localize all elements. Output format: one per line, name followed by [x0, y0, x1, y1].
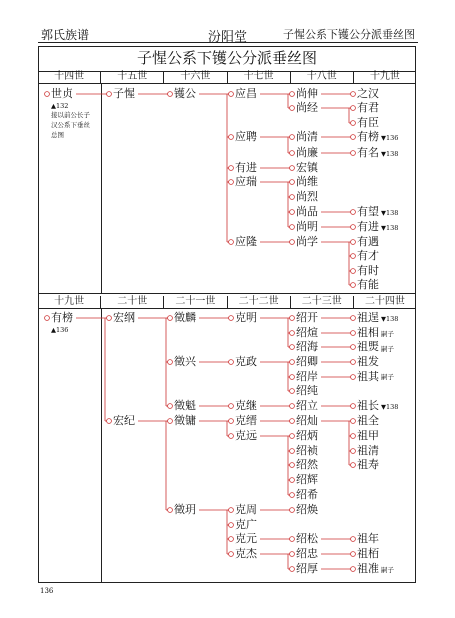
- person-name: 有时: [357, 264, 379, 277]
- node-circle: [290, 508, 295, 513]
- person-name: 祖相: [357, 326, 379, 339]
- node-circle: [229, 419, 234, 424]
- node-circle: [351, 360, 356, 365]
- node-circle: [229, 316, 234, 321]
- node-circle: [351, 449, 356, 454]
- page-ref: ▼138: [381, 403, 399, 411]
- node-circle: [351, 151, 356, 156]
- node-circle: [351, 269, 356, 274]
- node-circle: [351, 316, 356, 321]
- person-name: 有进: [235, 161, 257, 174]
- person-name: 祖发: [357, 355, 379, 368]
- node-circle: [351, 552, 356, 557]
- node-circle: [290, 493, 295, 498]
- node-circle: [351, 345, 356, 350]
- note-line: 总图: [51, 131, 64, 139]
- person-name: 应昌: [235, 87, 257, 100]
- note-line: 汉公系下垂丝: [51, 121, 90, 129]
- node-circle: [351, 434, 356, 439]
- node-circle: [229, 135, 234, 140]
- node-circle: [229, 240, 234, 245]
- node-circle: [290, 106, 295, 111]
- person-name: 应隆: [235, 235, 257, 248]
- node-circle: [351, 210, 356, 215]
- person-name: 祖长: [357, 399, 379, 412]
- node-circle: [290, 92, 295, 97]
- node-circle: [351, 240, 356, 245]
- person-name: 祖甲: [357, 429, 379, 442]
- person-name: 有榜: [357, 130, 379, 143]
- person-name: 徵兴: [174, 355, 196, 368]
- node-circle: [290, 195, 295, 200]
- person-name: 祖年: [357, 532, 379, 545]
- person-name: 尚烈: [296, 190, 318, 203]
- person-name: 绍炳: [296, 429, 318, 442]
- heir-note: 嗣子: [381, 373, 394, 381]
- person-name: 有能: [357, 278, 379, 291]
- person-name: 宏纪: [113, 414, 135, 427]
- node-circle: [290, 225, 295, 230]
- person-name: 世贞: [51, 87, 73, 100]
- person-name: 尚维: [296, 175, 318, 188]
- node-circle: [229, 537, 234, 542]
- person-name: 有榜: [51, 311, 73, 324]
- person-name: 尚学: [296, 235, 318, 248]
- person-name: 应聘: [235, 130, 257, 143]
- node-circle: [351, 419, 356, 424]
- person-name: 祖清: [357, 444, 379, 457]
- person-name: 绍松: [296, 532, 318, 545]
- node-circle: [229, 166, 234, 171]
- person-name: 宏镇: [296, 161, 318, 174]
- gen-label: 十七世: [228, 71, 291, 83]
- node-circle: [229, 92, 234, 97]
- node-circle: [168, 92, 173, 97]
- node-circle: [229, 523, 234, 528]
- person-name: 徵麟: [174, 311, 196, 324]
- node-circle: [290, 135, 295, 140]
- person-name: 绍开: [296, 311, 318, 324]
- node-circle: [168, 404, 173, 409]
- node-circle: [229, 552, 234, 557]
- node-circle: [351, 135, 356, 140]
- person-name: 祖栢: [357, 547, 379, 560]
- person-name: 有进: [357, 220, 379, 233]
- page-ref: ▼138: [381, 209, 399, 217]
- page-ref: ▼138: [381, 224, 399, 232]
- node-circle: [290, 567, 295, 572]
- person-name: 克杰: [235, 547, 257, 560]
- person-name: 祖寿: [357, 458, 379, 471]
- node-circle: [290, 180, 295, 185]
- node-circle: [229, 404, 234, 409]
- node-circle: [229, 180, 234, 185]
- page-ref: ▼138: [381, 150, 399, 158]
- hall-name: 汾阳堂: [207, 30, 247, 45]
- chart-title: 子惺公系下镬公分派垂丝图: [136, 49, 317, 67]
- person-name: 徵魁: [174, 399, 196, 412]
- section-title: 子惺公系下镬公分派垂丝图: [283, 28, 415, 41]
- person-name: 祖全: [357, 414, 379, 427]
- person-name: 绍厚: [296, 562, 318, 575]
- node-circle: [290, 463, 295, 468]
- person-name: 绍祯: [296, 444, 318, 457]
- gen-label: 二十四世: [364, 296, 405, 307]
- node-circle: [45, 92, 50, 97]
- person-name: 克周: [235, 503, 257, 516]
- person-name: 之汉: [357, 87, 379, 100]
- node-circle: [290, 478, 295, 483]
- gen-label: 十六世: [164, 71, 227, 83]
- node-circle: [351, 463, 356, 468]
- node-circle: [229, 360, 234, 365]
- gen-label: 十八世: [291, 71, 354, 83]
- person-name: 有遇: [357, 235, 379, 248]
- heir-note: 嗣子: [381, 345, 394, 353]
- node-circle: [290, 419, 295, 424]
- gen-label: 二十二世: [228, 296, 291, 308]
- node-circle: [351, 92, 356, 97]
- person-name: 绍然: [296, 458, 318, 471]
- person-name: 尚伸: [296, 87, 318, 100]
- node-circle: [351, 121, 356, 126]
- person-name: 尚清: [296, 130, 318, 143]
- person-name: 绍希: [296, 488, 318, 501]
- node-circle: [168, 360, 173, 365]
- node-circle: [351, 225, 356, 230]
- person-name: 克继: [235, 399, 257, 412]
- page-ref: ▲132: [51, 102, 69, 110]
- node-circle: [290, 552, 295, 557]
- gen-label: 二十三世: [291, 296, 354, 308]
- page-number: 136: [40, 587, 54, 595]
- person-name: 克明: [235, 311, 257, 324]
- gen-label: 二十世: [101, 296, 164, 308]
- node-circle: [290, 389, 295, 394]
- person-name: 徵玥: [174, 503, 196, 516]
- person-name: 有名: [357, 146, 379, 159]
- person-name: 绍辉: [296, 473, 318, 486]
- node-circle: [229, 508, 234, 513]
- node-circle: [168, 316, 173, 321]
- node-circle: [351, 567, 356, 572]
- person-name: 尚品: [296, 205, 318, 218]
- person-name: 尚经: [296, 101, 318, 114]
- person-name: 子惺: [113, 87, 135, 100]
- person-name: 祖煚: [357, 340, 379, 353]
- person-name: 绍忠: [296, 547, 318, 560]
- node-circle: [351, 106, 356, 111]
- person-name: 祖逞: [357, 311, 379, 324]
- person-name: 有才: [357, 249, 379, 262]
- node-circle: [351, 331, 356, 336]
- person-name: 祖准: [357, 562, 379, 575]
- node-circle: [290, 210, 295, 215]
- person-name: 绍纯: [296, 384, 318, 397]
- node-circle: [351, 254, 356, 259]
- page-ref: ▼138: [381, 315, 399, 323]
- node-circle: [290, 151, 295, 156]
- person-name: 克远: [235, 429, 257, 442]
- gen-label: 十四世: [38, 71, 101, 83]
- node-circle: [290, 345, 295, 350]
- node-circle: [351, 404, 356, 409]
- node-circle: [351, 283, 356, 288]
- node-circle: [107, 92, 112, 97]
- gen-label: 十九世: [369, 71, 400, 82]
- person-name: 绍卿: [296, 355, 318, 368]
- node-circle: [290, 404, 295, 409]
- note-line: 接以前公长子: [51, 111, 90, 119]
- node-circle: [107, 419, 112, 424]
- gen-label: 十五世: [101, 71, 164, 83]
- person-name: 克广: [235, 518, 257, 531]
- node-circle: [351, 537, 356, 542]
- node-circle: [290, 316, 295, 321]
- node-circle: [290, 537, 295, 542]
- node-circle: [229, 434, 234, 439]
- person-name: 克政: [235, 355, 257, 368]
- page-ref: ▲136: [51, 326, 69, 334]
- person-name: 绍海: [296, 340, 318, 353]
- book-title: 郭氏族谱: [41, 28, 90, 42]
- gen-label: 十九世: [38, 296, 101, 308]
- page-ref: ▼136: [381, 134, 399, 142]
- person-name: 克元: [235, 532, 257, 545]
- node-circle: [45, 316, 50, 321]
- node-circle: [290, 360, 295, 365]
- person-name: 有君: [357, 101, 379, 114]
- node-circle: [351, 375, 356, 380]
- person-name: 绍立: [296, 399, 318, 412]
- node-circle: [290, 375, 295, 380]
- node-circle: [168, 419, 173, 424]
- person-name: 绍焕: [296, 503, 318, 516]
- node-circle: [290, 240, 295, 245]
- person-name: 绍岸: [296, 370, 318, 383]
- person-name: 有臣: [357, 116, 379, 129]
- person-name: 尚廉: [296, 146, 318, 159]
- gen-label: 二十一世: [164, 296, 227, 308]
- person-name: 绍煊: [296, 326, 318, 339]
- person-name: 宏纲: [113, 311, 135, 324]
- node-circle: [168, 508, 173, 513]
- node-circle: [290, 166, 295, 171]
- node-circle: [107, 316, 112, 321]
- heir-note: 嗣子: [381, 566, 394, 574]
- node-circle: [290, 434, 295, 439]
- person-name: 绍灿: [296, 414, 318, 427]
- node-circle: [290, 331, 295, 336]
- person-name: 徵镛: [174, 414, 196, 427]
- person-name: 尚明: [296, 220, 318, 233]
- heir-note: 嗣子: [381, 330, 394, 338]
- person-name: 镬公: [174, 87, 196, 100]
- node-circle: [290, 449, 295, 454]
- person-name: 祖其: [357, 370, 379, 383]
- person-name: 应瑞: [235, 175, 257, 188]
- person-name: 克缙: [235, 414, 257, 427]
- person-name: 有望: [357, 205, 379, 218]
